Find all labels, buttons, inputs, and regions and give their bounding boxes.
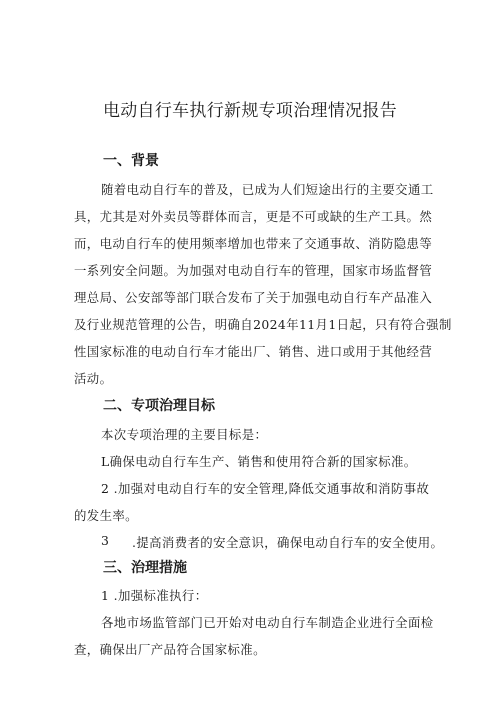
background-line-2: 具，尤其是对外卖员等群体而言，更是不可或缺的生产工具。然 — [74, 209, 433, 224]
goal-item-3-text: .提高消费者的安全意识，确保电动自行车的安全使用。 — [132, 535, 444, 550]
measure-subheading-1: 1 .加强标准执行： — [101, 588, 208, 603]
section-heading-goals: 二、专项治理目标 — [103, 398, 215, 414]
background-line-6: 及行业规范管理的公告，明确自2024年11月1日起，只有符合强制 — [74, 317, 452, 332]
section-heading-background: 一、背景 — [103, 153, 159, 169]
background-line-5: 理总局、公安部等部门联合发布了关于加强电动自行车产品准入 — [74, 290, 433, 305]
measure-para-line-1: 各地市场监管部门已开始对电动自行车制造企业进行全面检 — [101, 615, 434, 630]
goal-item-3-number: 3 — [101, 533, 110, 548]
goal-item-2-line-2: 的发生率。 — [74, 508, 138, 523]
background-line-7: 性国家标准的电动自行车才能出厂、销售、进口或用于其他经营 — [74, 344, 433, 359]
background-line-3: 而，电动自行车的使用频率增加也带来了交通事故、消防隐患等 — [74, 236, 433, 251]
goals-intro: 本次专项治理的主要目标是： — [101, 427, 268, 442]
background-line-4: 一系列安全问题。为加强对电动自行车的管理，国家市场监督管 — [74, 263, 433, 278]
document-title: 电动自行车执行新规专项治理情况报告 — [102, 101, 398, 121]
section-heading-measures: 三、治理措施 — [103, 560, 187, 576]
measure-para-line-2: 查，确保出厂产品符合国家标准。 — [74, 642, 266, 657]
background-line-8: 活动。 — [74, 371, 113, 386]
background-line-1: 随着电动自行车的普及，已成为人们短途出行的主要交通工 — [101, 182, 434, 197]
goal-item-2-line-1: 2 .加强对电动自行车的安全管理,降低交通事故和消防事故 — [101, 481, 430, 496]
goal-item-1: L确保电动自行车生产、销售和使用符合新的国家标准。 — [101, 454, 417, 469]
